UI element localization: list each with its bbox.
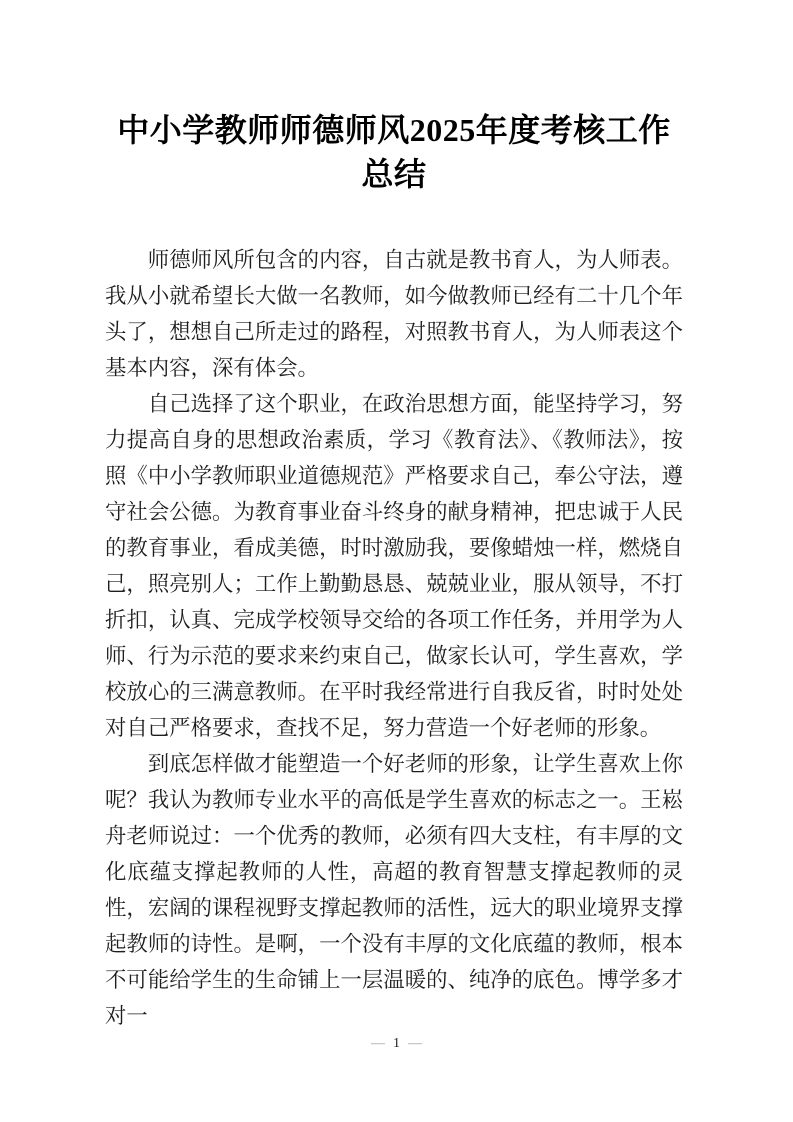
page-footer [0,1034,793,1054]
footer-dash-left: — [371,1036,385,1051]
document-body [105,242,683,1034]
page-number: 1 [393,1036,400,1051]
body-paragraph-2: 自己选择了这个职业，在政治思想方面，能坚持学习，努力提高自身的思想政治素质，学习《教育法》、《教师法》，按照《中小学教师职业道德规范》严格要求自己，奉公守法，遵守社会公德。为教育事业奋斗终身的献身精神，把忠诚于人民的教育事业，看成美德，时时激励我，要像蜡烛一样，燃烧自己，照亮别人；工作上勤勤恳恳、兢兢业业，服从领导，不打折扣，认真、完成学校领导交给的各项工作任务，并用学为人师、行为示范的要求来约束自己，做家长认可，学生喜欢，学校放心的三满意教师。在平时我经常进行自我反省，时时处处对自己严格要求，查找不足，努力营造一个好老师的形象。 [105,392,683,740]
footer-dash-right: — [408,1036,422,1051]
body-paragraph-3: 到底怎样做才能塑造一个好老师的形象，让学生喜欢上你呢？我认为教师专业水平的高低是学生喜欢的标志之一。王崧舟老师说过：一个优秀的教师，必须有四大支柱，有丰厚的文化底蕴支撑起教师的人性，高超的教育智慧支撑起教师的灵性，宏阔的课程视野支撑起教师的活性，远大的职业境界支撑起教师的诗性。是啊，一个没有丰厚的文化底蕴的教师，根本不可能给学生的生命铺上一层温暖的、纯净的底色。博学多才对一 [105,752,683,1028]
body-paragraph-1: 师德师风所包含的内容，自古就是教书育人，为人师表。我从小就希望长大做一名教师，如今做教师已经有二十几个年头了，想想自己所走过的路程，对照教书育人，为人师表这个基本内容，深有体会。 [105,248,683,380]
document-title: 中小学教师师德师风2025年度考核工作总结 [117,112,671,192]
